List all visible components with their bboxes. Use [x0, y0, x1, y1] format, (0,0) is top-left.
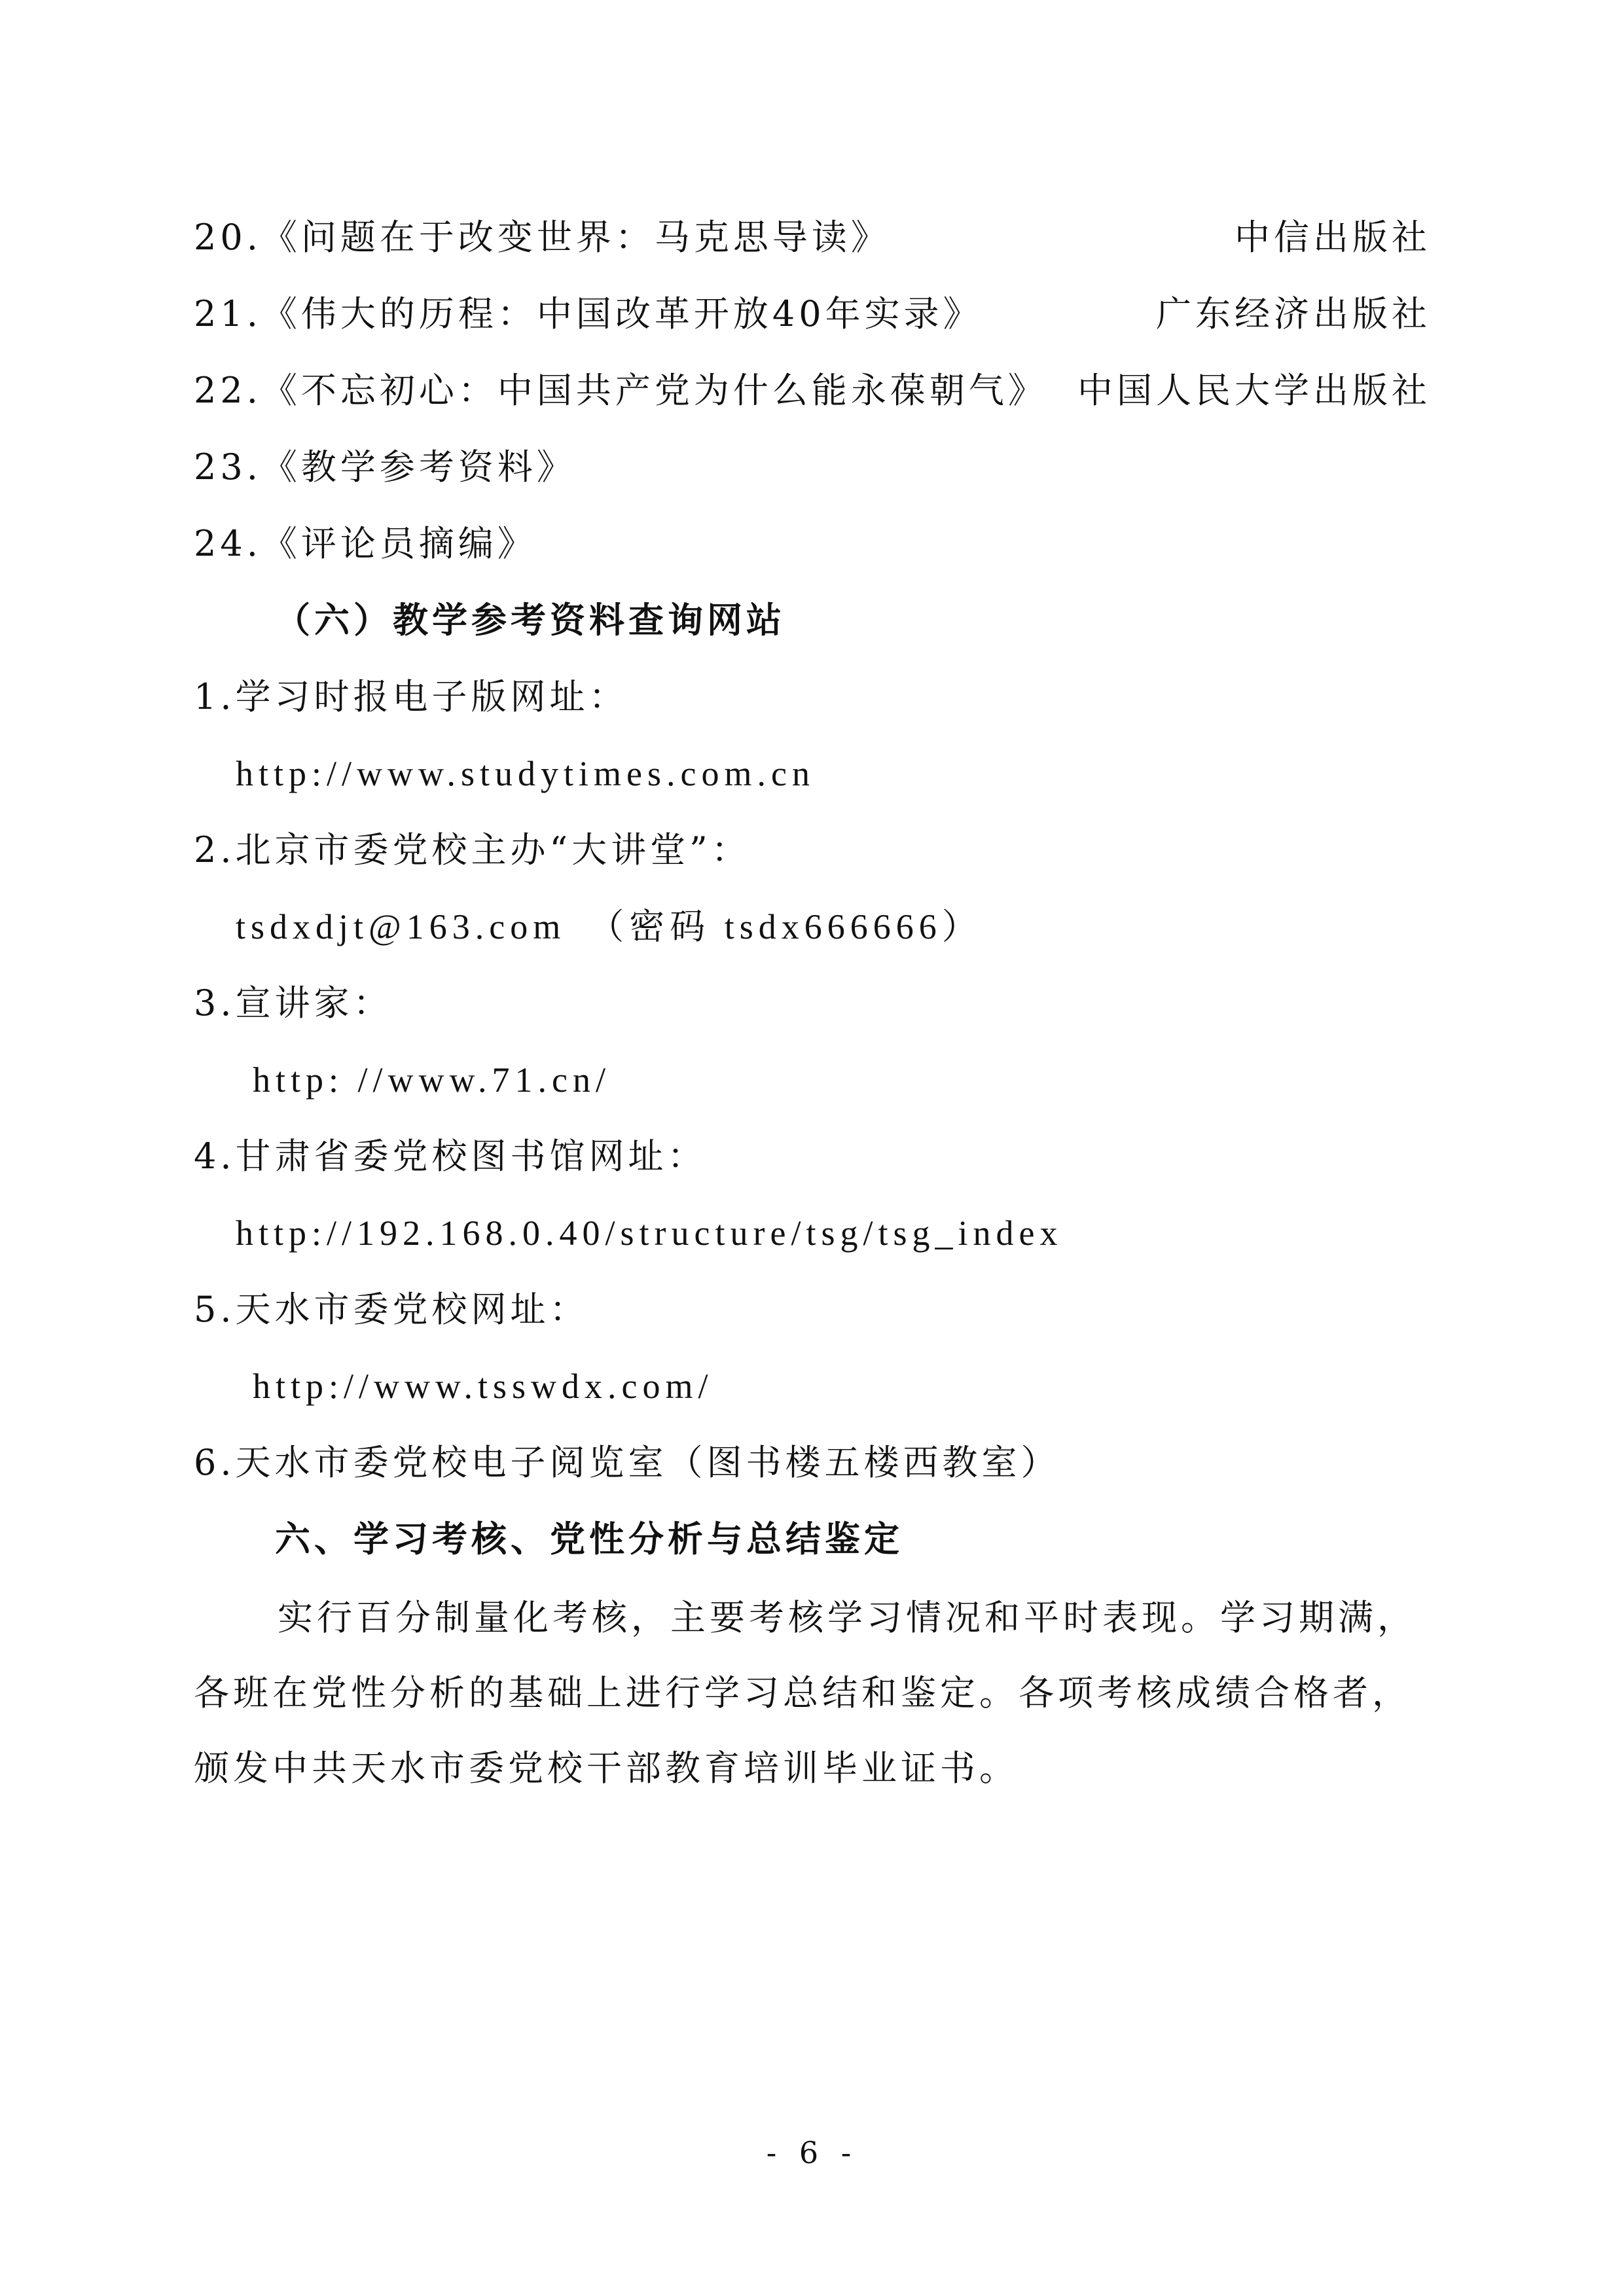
- website-url-1[interactable]: http://www.studytimes.com.cn: [236, 754, 815, 793]
- website-label-3: 3.宣讲家：: [194, 982, 393, 1024]
- book-publisher: 广东经济出版社: [1156, 293, 1431, 334]
- book-number: 21.: [194, 293, 262, 334]
- assessment-heading: 六、学习考核、党性分析与总结鉴定: [275, 1518, 903, 1560]
- website-url-2[interactable]: tsdxdjt@163.com （密码 tsdx666666）: [236, 907, 983, 946]
- book-number: 22.: [194, 370, 262, 411]
- book-title: 《不忘初心：中国共产党为什么能永葆朝气》: [261, 370, 1047, 411]
- book-publisher: 中信出版社: [1235, 217, 1431, 258]
- book-item-24: [194, 523, 1431, 564]
- book-item-20: [194, 217, 1431, 258]
- website-label-4: 4.甘肃省委党校图书馆网址：: [194, 1136, 707, 1177]
- website-label-1: 1.学习时报电子版网址：: [194, 676, 628, 717]
- book-title: 《教学参考资料》: [261, 446, 576, 488]
- book-item-21: [194, 293, 1431, 334]
- book-item-22: [194, 370, 1431, 411]
- page-number: - 6 -: [766, 2135, 858, 2170]
- website-label-6: 6.天水市委党校电子阅览室（图书楼五楼西教室）: [194, 1442, 1060, 1483]
- book-publisher: 中国人民大学出版社: [1077, 370, 1431, 411]
- website-url-5[interactable]: http://www.tsswdx.com/: [253, 1367, 713, 1406]
- website-label-5: 5.天水市委党校网址：: [194, 1289, 589, 1330]
- website-url-4[interactable]: http://192.168.0.40/structure/tsg/tsg_index: [236, 1213, 1063, 1253]
- website-label-2: 2.北京市委党校主办“大讲堂”：: [194, 829, 751, 870]
- website-url-3[interactable]: http: //www.71.cn/: [253, 1060, 611, 1100]
- assessment-paragraph-text: 实行百分制量化考核，主要考核学习情况和平时表现。学习期满，各班在党性分析的基础上进行学习总结和鉴定。各项考核成绩合格者，颁发中共天水市委党校干部教育培训毕业证书。: [194, 1597, 1416, 1789]
- websites-heading: （六）教学参考资料查询网站: [275, 600, 785, 641]
- book-number: 23.: [194, 446, 262, 488]
- book-number: 20.: [194, 217, 262, 258]
- assessment-paragraph: [194, 1580, 1437, 1806]
- book-title: 《问题在于改变世界：马克思导读》: [261, 217, 890, 258]
- book-title: 《评论员摘编》: [261, 523, 537, 564]
- book-number: 24.: [194, 523, 262, 564]
- book-title: 《伟大的历程：中国改革开放40年实录》: [261, 293, 983, 334]
- book-item-23: [194, 446, 1431, 488]
